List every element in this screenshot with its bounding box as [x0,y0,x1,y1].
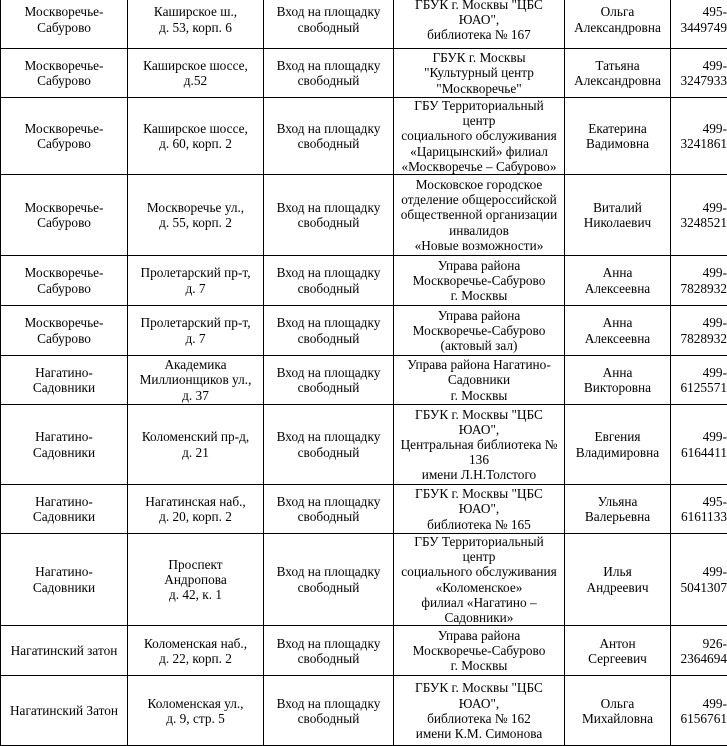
contact-cell: Илья Андреевич [565,534,671,626]
address-cell: Коломенская ул., д. 9, стр. 5 [128,676,264,746]
district-cell: Нагатинский затон [1,626,128,676]
access-cell: Вход на площадку свободный [264,356,394,405]
contact-cell: Татьяна Александровна [565,49,671,98]
address-cell: Проспект Андропова д. 42, к. 1 [128,534,264,626]
phone-cell: 495- 3449749 [671,0,727,49]
phone-cell: 499- 6125571 [671,356,727,405]
organization-cell: Управа района Москворечье-Сабурово (актовый зал) [394,306,565,356]
table-row [1,0,727,49]
table-row [1,256,727,306]
table-row [1,98,727,175]
district-cell: Москворечье- Сабурово [1,49,128,98]
address-cell: Коломенская наб., д. 22, корп. 2 [128,626,264,676]
table-row [1,485,727,534]
phone-cell: 499- 6156761 [671,676,727,746]
district-cell: Нагатино- Садовники [1,534,128,626]
address-cell: Каширское шоссе, д.52 [128,49,264,98]
access-cell: Вход на площадку свободный [264,49,394,98]
organization-cell: ГБУК г. Москвы "ЦБС ЮАО", Центральная библиотека № 136 имени Л.Н.Толстого [394,405,565,485]
phone-cell: 495- 6161133 [671,485,727,534]
phone-cell: 926- 2364694 [671,626,727,676]
access-cell: Вход на площадку свободный [264,306,394,356]
phone-cell: 499- 7828932 [671,256,727,306]
venues-table-body [1,0,727,746]
district-cell: Нагатинский Затон [1,676,128,746]
contact-cell: Анна Алексеевна [565,256,671,306]
access-cell: Вход на площадку свободный [264,534,394,626]
contact-cell: Виталий Николаевич [565,175,671,256]
contact-cell: Ольга Александровна [565,0,671,49]
district-cell: Нагатино- Садовники [1,356,128,405]
address-cell: Пролетарский пр-т, д. 7 [128,256,264,306]
district-cell: Москворечье- Сабурово [1,256,128,306]
access-cell: Вход на площадку свободный [264,485,394,534]
district-cell: Москворечье- Сабурово [1,98,128,175]
organization-cell: ГБУК г. Москвы "ЦБС ЮАО", библиотека № 165 [394,485,565,534]
table-row [1,534,727,626]
table-row [1,306,727,356]
table-row [1,676,727,746]
organization-cell: Московское городское отделение общероссийской общественной организации инвалидов «Новые возможности» [394,175,565,256]
organization-cell: ГБУ Территориальный центр социального обслуживания «Коломенское» филиал «Нагатино – Садовники» [394,534,565,626]
district-cell: Москворечье- Сабурово [1,175,128,256]
organization-cell: ГБУК г. Москвы "ЦБС ЮАО", библиотека № 167 [394,0,565,49]
district-cell: Москворечье- Сабурово [1,0,128,49]
organization-cell: ГБУК г. Москвы "ЦБС ЮАО", библиотека № 162 имени К.М. Симонова [394,676,565,746]
contact-cell: Ульяна Валерьевна [565,485,671,534]
phone-cell: 499- 3247933 [671,49,727,98]
phone-cell: 499- 3248521 [671,175,727,256]
contact-cell: Евгения Владимировна [565,405,671,485]
organization-cell: Управа района Москворечье-Сабурово г. Москвы [394,626,565,676]
organization-cell: ГБУ Территориальный центр социального обслуживания «Царицынский» филиал «Москворечье – Сабурово» [394,98,565,175]
contact-cell: Анна Викторовна [565,356,671,405]
address-cell: Коломенский пр-д, д. 21 [128,405,264,485]
phone-cell: 499- 6164411 [671,405,727,485]
phone-cell: 499- 5041307 [671,534,727,626]
contact-cell: Ольга Михайловна [565,676,671,746]
address-cell: Академика Миллионщиков ул., д. 37 [128,356,264,405]
table-row [1,405,727,485]
address-cell: Каширское ш., д. 53, корп. 6 [128,0,264,49]
access-cell: Вход на площадку свободный [264,405,394,485]
contact-cell: Анна Алексеевна [565,306,671,356]
access-cell: Вход на площадку свободный [264,175,394,256]
table-row [1,49,727,98]
address-cell: Москворечье ул., д. 55, корп. 2 [128,175,264,256]
access-cell: Вход на площадку свободный [264,626,394,676]
access-cell: Вход на площадку свободный [264,676,394,746]
district-cell: Москворечье- Сабурово [1,306,128,356]
table-row [1,175,727,256]
district-cell: Нагатино- Садовники [1,405,128,485]
table-row [1,356,727,405]
address-cell: Каширское шоссе, д. 60, корп. 2 [128,98,264,175]
access-cell: Вход на площадку свободный [264,256,394,306]
phone-cell: 499- 7828932 [671,306,727,356]
phone-cell: 499- 3241861 [671,98,727,175]
table-row [1,626,727,676]
contact-cell: Антон Сергеевич [565,626,671,676]
organization-cell: ГБУК г. Москвы "Культурный центр "Москворечье" [394,49,565,98]
contact-cell: Екатерина Вадимовна [565,98,671,175]
access-cell: Вход на площадку свободный [264,98,394,175]
district-cell: Нагатино- Садовники [1,485,128,534]
address-cell: Пролетарский пр-т, д. 7 [128,306,264,356]
access-cell: Вход на площадку свободный [264,0,394,49]
organization-cell: Управа района Нагатино- Садовники г. Москвы [394,356,565,405]
organization-cell: Управа района Москворечье-Сабурово г. Москвы [394,256,565,306]
address-cell: Нагатинская наб., д. 20, корп. 2 [128,485,264,534]
